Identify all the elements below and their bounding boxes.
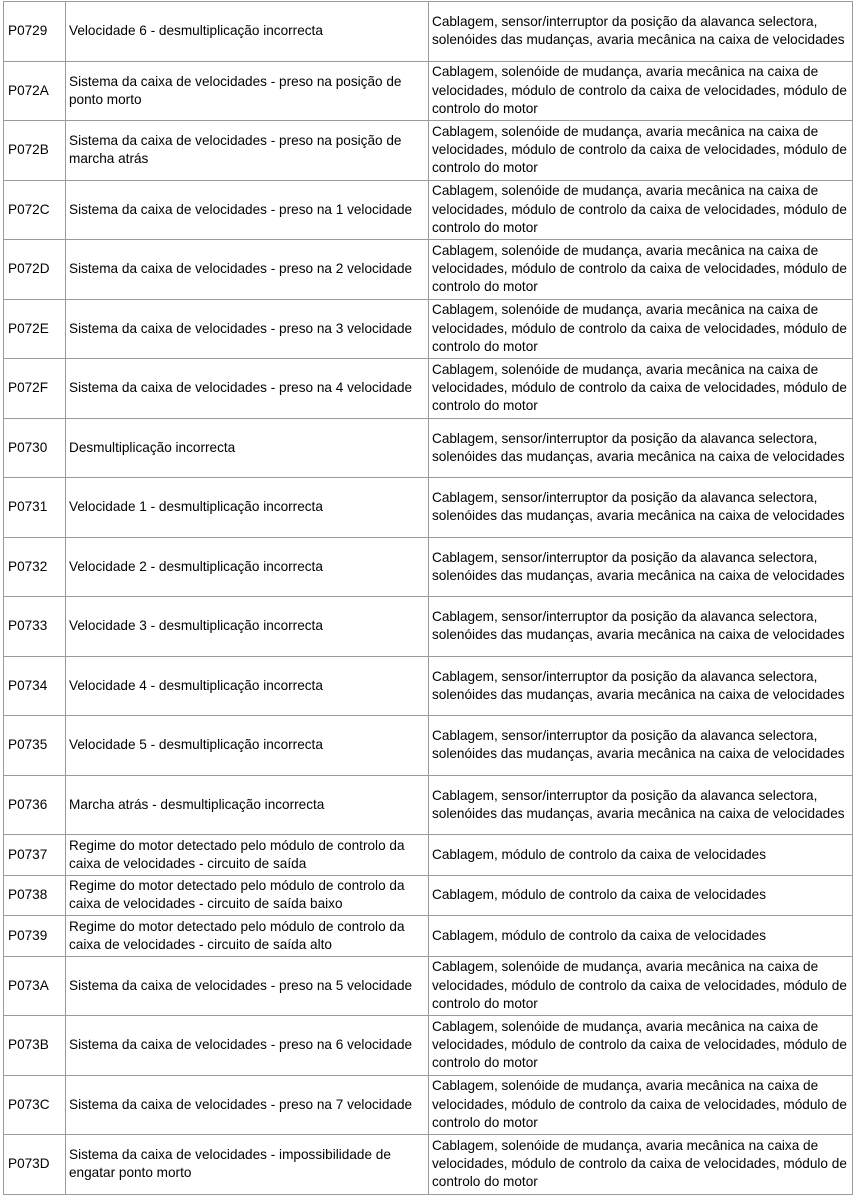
fault-code: P073D <box>4 1135 66 1195</box>
table-row <box>4 240 853 300</box>
table-row <box>4 478 853 538</box>
fault-description: Velocidade 3 - desmultiplicação incorrecta <box>66 597 429 657</box>
fault-cause: Cablagem, solenóide de mudança, avaria mecânica na caixa de velocidades, módulo de controlo da caixa de velocidades, módulo de controlo do motor <box>429 61 853 121</box>
fault-cause: Cablagem, módulo de controlo da caixa de velocidades <box>429 835 853 876</box>
fault-cause: Cablagem, solenóide de mudança, avaria mecânica na caixa de velocidades, módulo de controlo da caixa de velocidades, módulo de controlo do motor <box>429 1135 853 1195</box>
fault-code-table-body <box>4 2 853 1195</box>
fault-description: Sistema da caixa de velocidades - preso na 5 velocidade <box>66 956 429 1016</box>
fault-description: Regime do motor detectado pelo módulo de controlo da caixa de velocidades - circuito de saída baixo <box>66 875 429 916</box>
fault-code: P0731 <box>4 478 66 538</box>
fault-description: Sistema da caixa de velocidades - preso na 2 velocidade <box>66 240 429 300</box>
fault-code: P072F <box>4 359 66 419</box>
table-row <box>4 835 853 876</box>
fault-cause: Cablagem, sensor/interruptor da posição da alavanca selectora, solenóides das mudanças, avaria mecânica na caixa de velocidades <box>429 2 853 62</box>
fault-description: Sistema da caixa de velocidades - impossibilidade de engatar ponto morto <box>66 1135 429 1195</box>
fault-code: P072E <box>4 299 66 359</box>
fault-cause: Cablagem, sensor/interruptor da posição da alavanca selectora, solenóides das mudanças, avaria mecânica na caixa de velocidades <box>429 775 853 835</box>
fault-code: P0738 <box>4 875 66 916</box>
fault-code: P073C <box>4 1075 66 1135</box>
table-row <box>4 916 853 957</box>
fault-description: Sistema da caixa de velocidades - preso na 6 velocidade <box>66 1016 429 1076</box>
fault-code: P072B <box>4 121 66 181</box>
fault-code: P073A <box>4 956 66 1016</box>
table-row <box>4 775 853 835</box>
fault-description: Velocidade 4 - desmultiplicação incorrecta <box>66 656 429 716</box>
fault-code: P072D <box>4 240 66 300</box>
fault-cause: Cablagem, sensor/interruptor da posição da alavanca selectora, solenóides das mudanças, avaria mecânica na caixa de velocidades <box>429 597 853 657</box>
fault-description: Velocidade 6 - desmultiplicação incorrecta <box>66 2 429 62</box>
fault-code: P0737 <box>4 835 66 876</box>
fault-code: P0729 <box>4 2 66 62</box>
fault-code: P0733 <box>4 597 66 657</box>
fault-description: Velocidade 1 - desmultiplicação incorrecta <box>66 478 429 538</box>
fault-description: Sistema da caixa de velocidades - preso na 7 velocidade <box>66 1075 429 1135</box>
fault-code-table <box>3 1 853 1195</box>
fault-cause: Cablagem, módulo de controlo da caixa de velocidades <box>429 916 853 957</box>
fault-code: P0735 <box>4 716 66 776</box>
table-row <box>4 716 853 776</box>
fault-cause: Cablagem, sensor/interruptor da posição da alavanca selectora, solenóides das mudanças, avaria mecânica na caixa de velocidades <box>429 537 853 597</box>
fault-cause: Cablagem, solenóide de mudança, avaria mecânica na caixa de velocidades, módulo de controlo da caixa de velocidades, módulo de controlo do motor <box>429 1016 853 1076</box>
fault-cause: Cablagem, sensor/interruptor da posição da alavanca selectora, solenóides das mudanças, avaria mecânica na caixa de velocidades <box>429 418 853 478</box>
table-row <box>4 1135 853 1195</box>
table-row <box>4 597 853 657</box>
table-row <box>4 61 853 121</box>
table-row <box>4 299 853 359</box>
table-row <box>4 1016 853 1076</box>
fault-cause: Cablagem, solenóide de mudança, avaria mecânica na caixa de velocidades, módulo de controlo da caixa de velocidades, módulo de controlo do motor <box>429 1075 853 1135</box>
fault-description: Desmultiplicação incorrecta <box>66 418 429 478</box>
fault-code: P0739 <box>4 916 66 957</box>
table-row <box>4 875 853 916</box>
fault-description: Sistema da caixa de velocidades - preso na posição de marcha atrás <box>66 121 429 181</box>
table-row <box>4 418 853 478</box>
fault-cause: Cablagem, solenóide de mudança, avaria mecânica na caixa de velocidades, módulo de controlo da caixa de velocidades, módulo de controlo do motor <box>429 299 853 359</box>
fault-cause: Cablagem, sensor/interruptor da posição da alavanca selectora, solenóides das mudanças, avaria mecânica na caixa de velocidades <box>429 656 853 716</box>
table-row <box>4 956 853 1016</box>
table-row <box>4 2 853 62</box>
table-row <box>4 359 853 419</box>
fault-description: Marcha atrás - desmultiplicação incorrecta <box>66 775 429 835</box>
fault-cause: Cablagem, solenóide de mudança, avaria mecânica na caixa de velocidades, módulo de controlo da caixa de velocidades, módulo de controlo do motor <box>429 240 853 300</box>
fault-description: Velocidade 2 - desmultiplicação incorrecta <box>66 537 429 597</box>
fault-description: Sistema da caixa de velocidades - preso na 3 velocidade <box>66 299 429 359</box>
table-row <box>4 537 853 597</box>
fault-cause: Cablagem, módulo de controlo da caixa de velocidades <box>429 875 853 916</box>
fault-code: P0732 <box>4 537 66 597</box>
fault-code: P0734 <box>4 656 66 716</box>
fault-description: Regime do motor detectado pelo módulo de controlo da caixa de velocidades - circuito de saída <box>66 835 429 876</box>
fault-description: Sistema da caixa de velocidades - preso na 4 velocidade <box>66 359 429 419</box>
fault-cause: Cablagem, sensor/interruptor da posição da alavanca selectora, solenóides das mudanças, avaria mecânica na caixa de velocidades <box>429 716 853 776</box>
fault-cause: Cablagem, solenóide de mudança, avaria mecânica na caixa de velocidades, módulo de controlo da caixa de velocidades, módulo de controlo do motor <box>429 359 853 419</box>
fault-code: P073B <box>4 1016 66 1076</box>
fault-description: Sistema da caixa de velocidades - preso na 1 velocidade <box>66 180 429 240</box>
fault-code: P0730 <box>4 418 66 478</box>
fault-code: P0736 <box>4 775 66 835</box>
fault-code: P072A <box>4 61 66 121</box>
fault-cause: Cablagem, solenóide de mudança, avaria mecânica na caixa de velocidades, módulo de controlo da caixa de velocidades, módulo de controlo do motor <box>429 121 853 181</box>
fault-cause: Cablagem, sensor/interruptor da posição da alavanca selectora, solenóides das mudanças, avaria mecânica na caixa de velocidades <box>429 478 853 538</box>
fault-description: Sistema da caixa de velocidades - preso na posição de ponto morto <box>66 61 429 121</box>
table-row <box>4 656 853 716</box>
table-row <box>4 180 853 240</box>
fault-code: P072C <box>4 180 66 240</box>
table-row <box>4 121 853 181</box>
fault-description: Velocidade 5 - desmultiplicação incorrecta <box>66 716 429 776</box>
fault-cause: Cablagem, solenóide de mudança, avaria mecânica na caixa de velocidades, módulo de controlo da caixa de velocidades, módulo de controlo do motor <box>429 180 853 240</box>
fault-description: Regime do motor detectado pelo módulo de controlo da caixa de velocidades - circuito de saída alto <box>66 916 429 957</box>
fault-cause: Cablagem, solenóide de mudança, avaria mecânica na caixa de velocidades, módulo de controlo da caixa de velocidades, módulo de controlo do motor <box>429 956 853 1016</box>
table-row <box>4 1075 853 1135</box>
